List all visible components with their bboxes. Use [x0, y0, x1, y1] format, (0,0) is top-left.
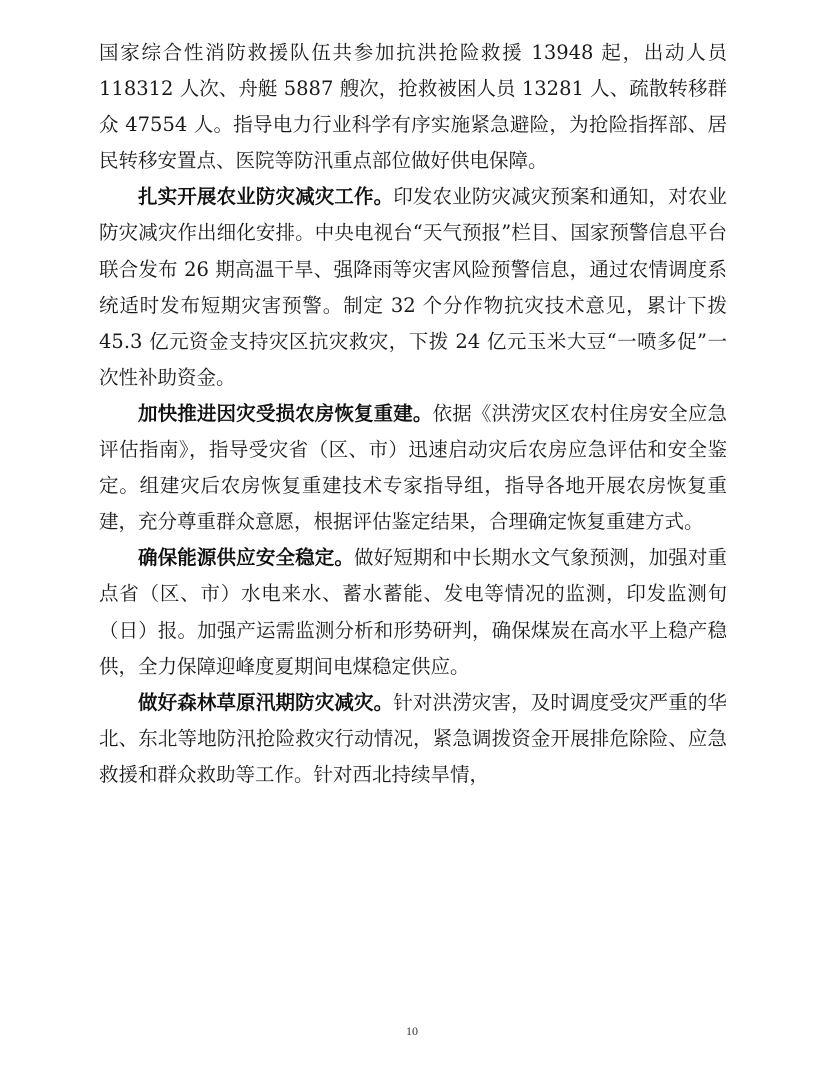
paragraph-energy [99, 540, 727, 684]
paragraph-continued [99, 35, 727, 179]
paragraph-forest [99, 685, 727, 793]
paragraph-body: 依据《洪涝灾区农村住房安全应急评估指南》，指导受灾省（区、市）迅速启动灾后农房应急评估和安全鉴定。组建灾后农房恢复重建技术专家指导组，指导各地开展农房恢复重建，充分尊重群众意愿，根据评估鉴定结果，合理确定恢复重建方式。 [99, 401, 727, 534]
paragraph-body: 国家综合性消防救援队伍共参加抗洪抢险救援 13948 起，出动人员 118312 人次、舟艇 5887 艘次，抢救被困人员 13281 人、疏散转移群众 47554 人。指导电力行业科学有序实施紧急避险，为抢险指挥部、居民转移安置点、医院等防汛重点部位做好供电保障。 [99, 41, 727, 173]
paragraph-heading: 扎实开展农业防灾减灾工作。 [138, 185, 394, 209]
paragraph-agriculture [99, 179, 727, 396]
paragraph-body: 针对洪涝灾害，及时调度受灾严重的华北、东北等地防汛抢险救灾行动情况，紧急调拨资金开展排危除险、应急救援和群众救助等工作。针对西北持续旱情， [99, 690, 727, 786]
paragraph-heading: 确保能源供应安全稳定。 [138, 546, 355, 570]
paragraph-body: 印发农业防灾减灾预案和通知，对农业防灾减灾作出细化安排。中央电视台“天气预报”栏目、国家预警信息平台联合发布 26 期高温干旱、强降雨等灾害风险预警信息，通过农情调度系统适时发布短期灾害预警。制定 32 个分作物抗灾技术意见，累计下拨 45.3 亿元资金支持灾区抗灾救灾，下拨 24 亿元玉米大豆“一喷多促”一次性补助资金。 [99, 185, 727, 389]
document-body [99, 35, 727, 793]
paragraph-heading: 加快推进因灾受损农房恢复重建。 [138, 401, 433, 425]
paragraph-heading: 做好森林草原汛期防灾减灾。 [138, 690, 394, 714]
page-number: 10 [406, 1024, 418, 1038]
paragraph-body: 做好短期和中长期水文气象预测，加强对重点省（区、市）水电来水、蓄水蓄能、发电等情况的监测，印发监测旬（日）报。加强产运需监测分析和形势研判，确保煤炭在高水平上稳产稳供，全力保障迎峰度夏期间电煤稳定供应。 [99, 546, 727, 678]
paragraph-housing [99, 396, 727, 540]
